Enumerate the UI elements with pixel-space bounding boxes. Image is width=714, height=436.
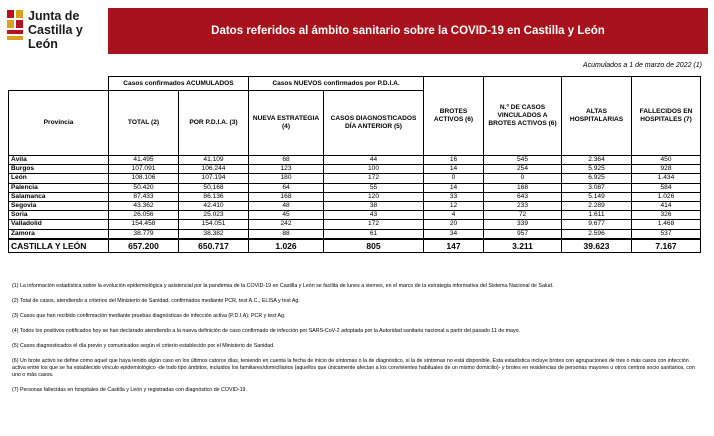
value-cell: 108.106 xyxy=(109,174,179,183)
value-cell: 584 xyxy=(632,183,701,192)
value-cell: 1.434 xyxy=(632,174,701,183)
coat-of-arms-icon xyxy=(6,8,24,44)
footnote: (7) Personas fallecidas en hospitales de Castilla y León y registradas con diagnóstico de COVID-19. xyxy=(12,386,247,393)
footnote: (3) Casos que han recibido confirmación mediante pruebas diagnósticas de infección activa (P.D.I.A): PCR y test Ag. xyxy=(12,313,286,320)
total-value: 805 xyxy=(324,239,424,253)
value-cell: 172 xyxy=(324,174,424,183)
value-cell: 6.925 xyxy=(562,174,632,183)
value-cell: 957 xyxy=(484,229,562,239)
value-cell: 9.677 xyxy=(562,220,632,229)
value-cell: 26.056 xyxy=(109,211,179,220)
province-cell: Segovia xyxy=(9,202,109,211)
col-nueva: NUEVA ESTRATEGIA (4) xyxy=(249,91,324,156)
value-cell: 450 xyxy=(632,156,701,165)
province-cell: Burgos xyxy=(9,165,109,174)
page-title: Datos referidos al ámbito sanitario sobre la COVID-19 en Castilla y León xyxy=(211,25,605,37)
footnote: (4) Todos los positivos notificados hoy se han declarado atendiendo a la nueva definición de caso confirmado de infección por SARS-CoV-2 adoptada por la Autoridad sanitaria nacional a partir del pasado 11 de mayo. xyxy=(12,328,521,335)
value-cell: 55 xyxy=(324,183,424,192)
value-cell: 2.364 xyxy=(562,156,632,165)
value-cell: 72 xyxy=(484,211,562,220)
value-cell: 38.382 xyxy=(179,229,249,239)
value-cell: 107.194 xyxy=(179,174,249,183)
value-cell: 45 xyxy=(249,211,324,220)
total-value: 1.026 xyxy=(249,239,324,253)
value-cell: 120 xyxy=(324,192,424,201)
value-cell: 106.244 xyxy=(179,165,249,174)
value-cell: 172 xyxy=(324,220,424,229)
value-cell: 14 xyxy=(424,165,484,174)
value-cell: 0 xyxy=(424,174,484,183)
value-cell: 34 xyxy=(424,229,484,239)
total-value: 3.211 xyxy=(484,239,562,253)
value-cell: 14 xyxy=(424,183,484,192)
footnote: (6) Un brote activo se define como aquel que haya tenido algún caso en los últimos catorce días, teniendo en cuenta la fecha de inicio de síntomas o la de diagnóstico, si la de síntomas no está disponible. Esta estadística incluye brotes con agrupaciones de tres o más casos con infección activa entre los que se ha establecido vínculo epidemiológico -de todo tipo ámbitos, incluidos los familiares/domiciliarios (aquellos que únicamente afectan a los convivientes habituales de un mismo domicilio)- y brotes en residencias de personas mayores u otros centros socio sanitarios, con uno o más casos. xyxy=(12,358,695,378)
col-diag: CASOS DIAGNOSTICADOS DÍA ANTERIOR (5) xyxy=(324,91,424,156)
col-pdia: POR P.D.I.A. (3) xyxy=(179,91,249,156)
value-cell: 88 xyxy=(249,229,324,239)
col-fallecidos: FALLECIDOS EN HOSPITALES (7) xyxy=(632,77,701,156)
group-acumulados: Casos confirmados ACUMULADOS xyxy=(109,77,249,91)
value-cell: 41.109 xyxy=(179,156,249,165)
value-cell: 12 xyxy=(424,202,484,211)
value-cell: 16 xyxy=(424,156,484,165)
value-cell: 168 xyxy=(484,183,562,192)
total-value: 7.167 xyxy=(632,239,701,253)
junta-logo xyxy=(6,6,106,52)
province-cell: Zamora xyxy=(9,229,109,239)
value-cell: 339 xyxy=(484,220,562,229)
value-cell: 44 xyxy=(324,156,424,165)
value-cell: 68 xyxy=(249,156,324,165)
total-value: 39.623 xyxy=(562,239,632,253)
value-cell: 43 xyxy=(324,211,424,220)
province-cell: Soria xyxy=(9,211,109,220)
logo-line1: Junta de xyxy=(28,9,80,23)
col-vinculados: N.º DE CASOS VINCULADOS A BROTES ACTIVOS (6) xyxy=(484,77,562,156)
value-cell: 254 xyxy=(484,165,562,174)
col-brotes: BROTES ACTIVOS (6) xyxy=(424,77,484,156)
total-row xyxy=(9,239,701,253)
col-provincia: Provincia xyxy=(9,91,109,156)
table-row xyxy=(9,202,701,211)
group-nuevos: Casos NUEVOS confirmados por P.D.I.A. xyxy=(249,77,424,91)
value-cell: 3.087 xyxy=(562,183,632,192)
value-cell: 326 xyxy=(632,211,701,220)
value-cell: 5.925 xyxy=(562,165,632,174)
value-cell: 537 xyxy=(632,229,701,239)
header-banner xyxy=(108,8,708,54)
total-value: 657.200 xyxy=(109,239,179,253)
value-cell: 43.362 xyxy=(109,202,179,211)
province-cell: Ávila xyxy=(9,156,109,165)
value-cell: 38 xyxy=(324,202,424,211)
covid-data-table xyxy=(8,76,701,253)
value-cell: 1.611 xyxy=(562,211,632,220)
value-cell: 2.596 xyxy=(562,229,632,239)
table-row xyxy=(9,211,701,220)
total-value: 650.717 xyxy=(179,239,249,253)
value-cell: 50.420 xyxy=(109,183,179,192)
table-row xyxy=(9,156,701,165)
value-cell: 414 xyxy=(632,202,701,211)
table-row xyxy=(9,183,701,192)
footnote: (5) Casos diagnosticados el día previo y comunicados según el criterio establecido por el Ministerio de Sanidad. xyxy=(12,343,275,350)
value-cell: 1.468 xyxy=(632,220,701,229)
table-row xyxy=(9,229,701,239)
col-total: TOTAL (2) xyxy=(109,91,179,156)
value-cell: 4 xyxy=(424,211,484,220)
value-cell: 545 xyxy=(484,156,562,165)
value-cell: 50.168 xyxy=(179,183,249,192)
province-cell: Salamanca xyxy=(9,192,109,201)
date-note: Acumulados a 1 de marzo de 2022 (1) xyxy=(582,62,702,69)
value-cell: 154.051 xyxy=(179,220,249,229)
value-cell: 242 xyxy=(249,220,324,229)
province-cell: Valladolid xyxy=(9,220,109,229)
value-cell: 48 xyxy=(249,202,324,211)
table-row xyxy=(9,220,701,229)
province-cell: Palencia xyxy=(9,183,109,192)
footnotes xyxy=(12,283,702,402)
value-cell: 233 xyxy=(484,202,562,211)
value-cell: 2.289 xyxy=(562,202,632,211)
col-altas: ALTAS HOSPITALARIAS xyxy=(562,77,632,156)
value-cell: 38.779 xyxy=(109,229,179,239)
table-row xyxy=(9,192,701,201)
value-cell: 64 xyxy=(249,183,324,192)
value-cell: 86.136 xyxy=(179,192,249,201)
table-row xyxy=(9,174,701,183)
value-cell: 123 xyxy=(249,165,324,174)
total-label: CASTILLA Y LEÓN xyxy=(9,239,109,253)
value-cell: 100 xyxy=(324,165,424,174)
footnote: (1) La información estadística sobre la evolución epidemiológica y asistencial por la pandemia de la COVID-19 en Castilla y León se facilita de lunes a viernes, en el marco de la estrategia informativa del Sistema Nacional de Salud. xyxy=(12,283,554,289)
table-row xyxy=(9,165,701,174)
province-cell: León xyxy=(9,174,109,183)
value-cell: 643 xyxy=(484,192,562,201)
value-cell: 87.433 xyxy=(109,192,179,201)
value-cell: 61 xyxy=(324,229,424,239)
total-value: 147 xyxy=(424,239,484,253)
value-cell: 25.023 xyxy=(179,211,249,220)
value-cell: 5.149 xyxy=(562,192,632,201)
value-cell: 0 xyxy=(484,174,562,183)
value-cell: 33 xyxy=(424,192,484,201)
value-cell: 180 xyxy=(249,174,324,183)
footnote: (2) Total de casos, atendiendo a criterios del Ministerio de Sanidad, confirmados mediante PCR, test A.C., ELISA y test Ag. xyxy=(12,298,300,305)
value-cell: 41.495 xyxy=(109,156,179,165)
value-cell: 928 xyxy=(632,165,701,174)
value-cell: 154.458 xyxy=(109,220,179,229)
value-cell: 1.026 xyxy=(632,192,701,201)
value-cell: 168 xyxy=(249,192,324,201)
value-cell: 20 xyxy=(424,220,484,229)
value-cell: 107.091 xyxy=(109,165,179,174)
value-cell: 42.410 xyxy=(179,202,249,211)
logo-line2: Castilla y León xyxy=(28,23,83,51)
